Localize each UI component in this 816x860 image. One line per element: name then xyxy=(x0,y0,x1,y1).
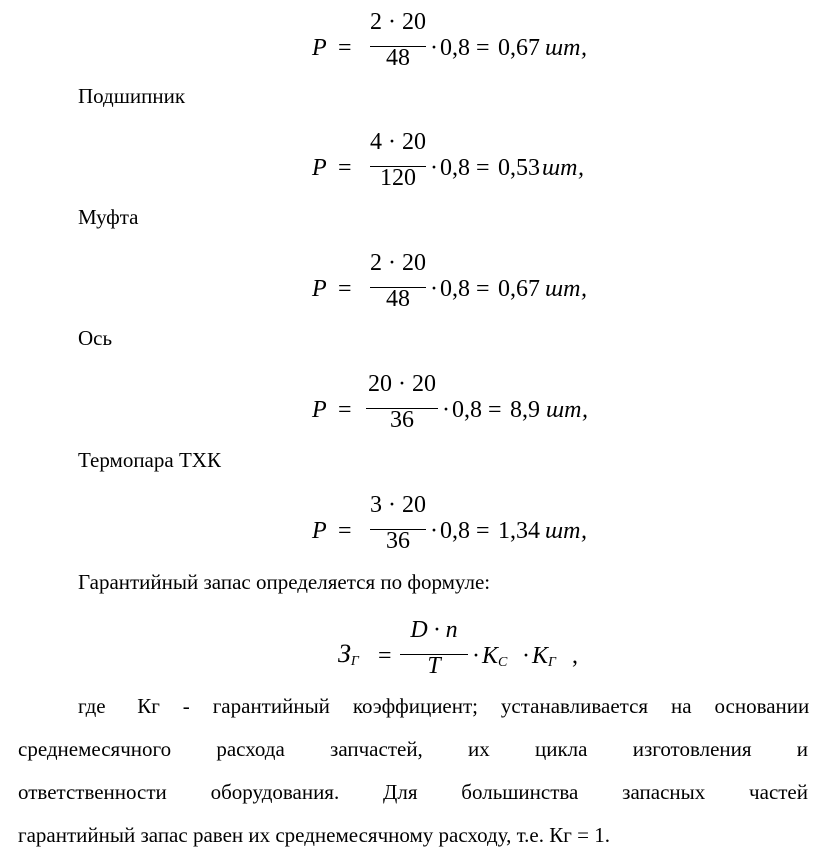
equals-sign: = xyxy=(488,397,502,423)
denominator: 36 xyxy=(386,528,410,554)
coefficient: 0,8 xyxy=(440,155,470,181)
multiply-dot: · xyxy=(442,397,450,423)
coefficient: 0,8 xyxy=(440,35,470,61)
multiply-dot: · xyxy=(522,643,530,669)
denominator: 48 xyxy=(386,45,410,71)
result: 1,34 xyxy=(498,518,540,544)
unit: шт, xyxy=(546,397,589,423)
equals-sign: = xyxy=(338,35,352,61)
guarantee-lhs xyxy=(338,640,359,676)
result: 8,9 xyxy=(510,397,540,423)
guarantee-intro: Гарантийный запас определяется по формуле: xyxy=(78,570,491,594)
label-axle: Ось xyxy=(78,326,113,350)
numerator: 20 · 20 xyxy=(368,371,436,397)
equals-sign: = xyxy=(338,276,352,302)
coefficient-kc xyxy=(482,642,507,677)
result: 0,67 xyxy=(498,276,540,302)
result: 0,53 xyxy=(498,155,540,181)
kc-letter: K xyxy=(482,643,499,669)
paragraph-line-1 xyxy=(78,694,808,718)
guarantee-lhs-letter: З xyxy=(338,639,351,668)
formula-tail: , xyxy=(572,643,578,669)
multiply-dot: · xyxy=(430,518,438,544)
equals-sign: = xyxy=(338,518,352,544)
formula-1 xyxy=(312,9,612,80)
denominator: 36 xyxy=(390,407,414,433)
formula-3 xyxy=(312,250,612,321)
equals-sign: = xyxy=(476,518,490,544)
guarantee-formula xyxy=(338,617,598,688)
unit: шт, xyxy=(545,276,588,302)
formula-lhs: P xyxy=(312,155,327,181)
label-thermocouple: Термопара ТХК xyxy=(78,448,221,472)
numerator: D · n xyxy=(410,617,458,643)
guarantee-lhs-subscript: Г xyxy=(350,654,359,669)
formula-lhs: P xyxy=(312,35,327,61)
where-word: где xyxy=(78,694,106,718)
unit: шт, xyxy=(545,35,588,61)
paragraph-line-2: среднемесячного расхода запчастей, их цикла изготовления и xyxy=(18,737,808,761)
unit: шт, xyxy=(545,518,588,544)
paragraph-line-4: гарантийный запас равен их среднемесячному расходу, т.е. Кг = 1. xyxy=(18,823,610,847)
numerator: 2 · 20 xyxy=(370,9,426,35)
formula-4 xyxy=(312,371,612,442)
denominator: 48 xyxy=(386,286,410,312)
coefficient-kg xyxy=(532,642,556,677)
coefficient: 0,8 xyxy=(452,397,482,423)
kg-letter: K xyxy=(532,643,549,669)
numerator: 3 · 20 xyxy=(370,492,426,518)
label-bearing: Подшипник xyxy=(78,84,186,108)
formula-lhs: P xyxy=(312,397,327,423)
formula-5 xyxy=(312,492,612,563)
result: 0,67 xyxy=(498,35,540,61)
kc-subscript: C xyxy=(498,655,508,670)
equals-sign: = xyxy=(476,35,490,61)
numerator: 2 · 20 xyxy=(370,250,426,276)
denominator: T xyxy=(427,653,441,679)
equals-sign: = xyxy=(476,155,490,181)
formula-lhs: P xyxy=(312,518,327,544)
label-coupling: Муфта xyxy=(78,205,139,229)
denominator: 120 xyxy=(380,165,416,191)
equals-sign: = xyxy=(338,397,352,423)
formula-lhs: P xyxy=(312,276,327,302)
paragraph-line-3: ответственности оборудования. Для большинства запасных частей xyxy=(18,780,808,804)
paragraph-line-1-rest: Кг - гарантийный коэффициент; устанавливается на основании xyxy=(137,694,810,718)
multiply-dot: · xyxy=(430,35,438,61)
multiply-dot: · xyxy=(472,643,480,669)
multiply-dot: · xyxy=(430,155,438,181)
multiply-dot: · xyxy=(430,276,438,302)
numerator: 4 · 20 xyxy=(370,129,426,155)
unit: шт, xyxy=(542,155,585,181)
coefficient: 0,8 xyxy=(440,518,470,544)
formula-2 xyxy=(312,129,612,200)
coefficient: 0,8 xyxy=(440,276,470,302)
equals-sign: = xyxy=(338,155,352,181)
equals-sign: = xyxy=(476,276,490,302)
equals-sign: = xyxy=(378,643,392,669)
kg-subscript: Г xyxy=(548,655,556,670)
